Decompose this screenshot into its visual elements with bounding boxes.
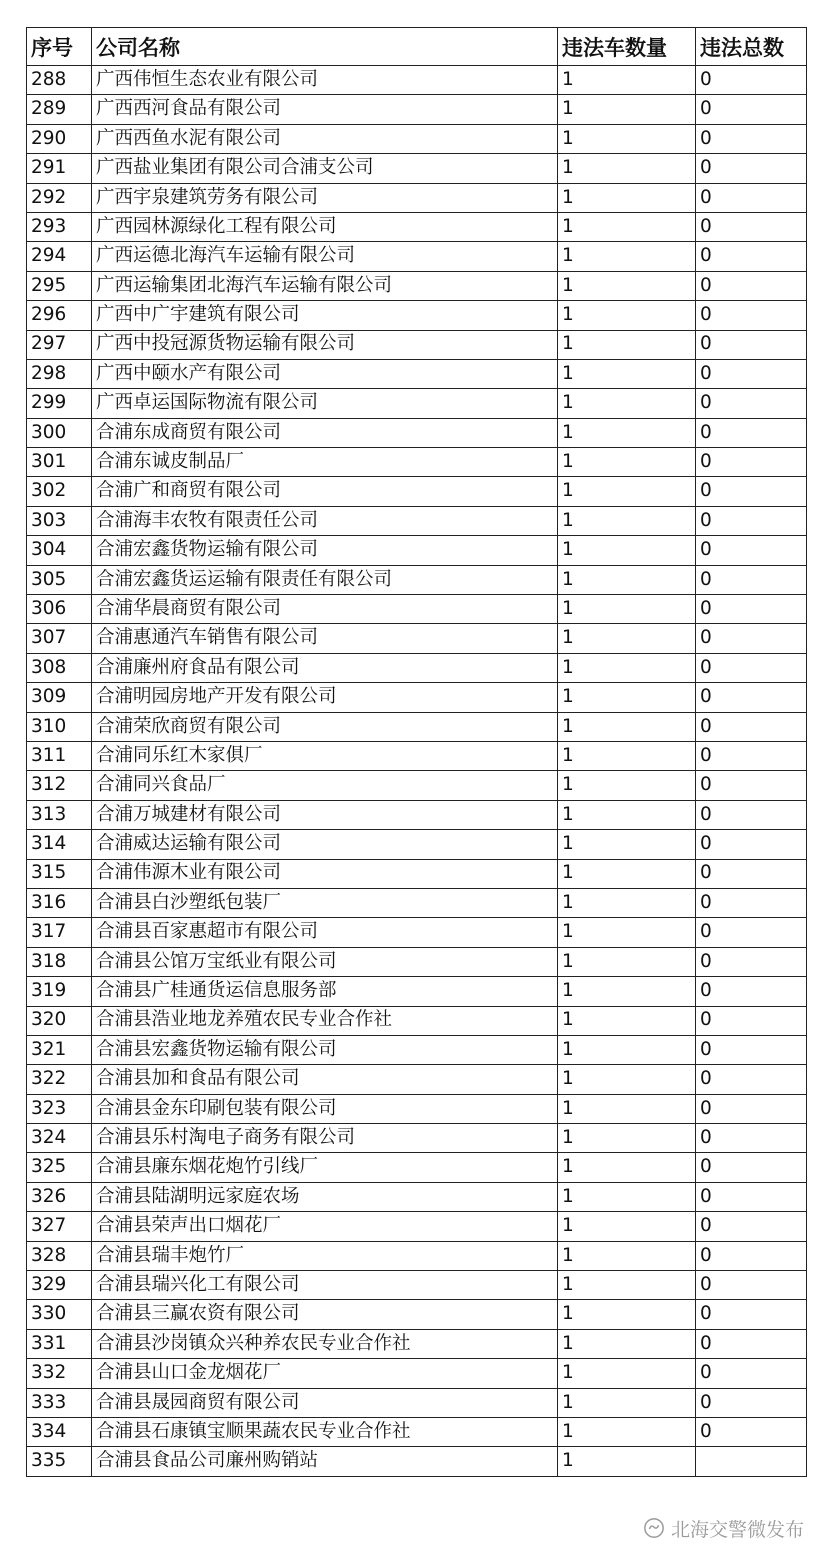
table-row bbox=[27, 565, 807, 594]
violating-vehicles: 1 bbox=[558, 183, 696, 212]
company-name: 合浦县山口金龙烟花厂 bbox=[92, 1359, 558, 1388]
company-name: 合浦县瑞丰炮竹厂 bbox=[92, 1241, 558, 1270]
total-violations: 0 bbox=[696, 95, 807, 124]
violating-vehicles: 1 bbox=[558, 1271, 696, 1300]
total-violations: 0 bbox=[696, 477, 807, 506]
company-name: 广西西鱼水泥有限公司 bbox=[92, 124, 558, 153]
total-violations: 0 bbox=[696, 271, 807, 300]
total-violations: 0 bbox=[696, 1241, 807, 1270]
total-violations: 0 bbox=[696, 536, 807, 565]
company-name: 合浦同兴食品厂 bbox=[92, 771, 558, 800]
company-name: 合浦县百家惠超市有限公司 bbox=[92, 918, 558, 947]
row-index: 304 bbox=[27, 536, 92, 565]
violating-vehicles: 1 bbox=[558, 271, 696, 300]
total-violations: 0 bbox=[696, 918, 807, 947]
violating-vehicles: 1 bbox=[558, 624, 696, 653]
total-violations: 0 bbox=[696, 624, 807, 653]
violating-vehicles: 1 bbox=[558, 95, 696, 124]
table-row bbox=[27, 653, 807, 682]
total-violations: 0 bbox=[696, 1271, 807, 1300]
row-index: 323 bbox=[27, 1094, 92, 1123]
total-violations: 0 bbox=[696, 448, 807, 477]
total-violations: 0 bbox=[696, 1388, 807, 1417]
table-row bbox=[27, 1329, 807, 1358]
watermark-text: 北海交警微发布 bbox=[670, 1518, 804, 1541]
company-name: 合浦同乐红木家俱厂 bbox=[92, 741, 558, 770]
row-index: 315 bbox=[27, 859, 92, 888]
violating-vehicles: 1 bbox=[558, 1094, 696, 1123]
total-violations: 0 bbox=[696, 1094, 807, 1123]
total-violations: 0 bbox=[696, 595, 807, 624]
table-row bbox=[27, 595, 807, 624]
violating-vehicles: 1 bbox=[558, 859, 696, 888]
violating-vehicles: 1 bbox=[558, 595, 696, 624]
company-name: 广西伟恒生态农业有限公司 bbox=[92, 66, 558, 95]
row-index: 332 bbox=[27, 1359, 92, 1388]
row-index: 322 bbox=[27, 1065, 92, 1094]
table-row bbox=[27, 1094, 807, 1123]
company-name: 广西中颐水产有限公司 bbox=[92, 359, 558, 388]
total-violations: 0 bbox=[696, 1329, 807, 1358]
row-index: 293 bbox=[27, 212, 92, 241]
violating-vehicles: 1 bbox=[558, 66, 696, 95]
table-row bbox=[27, 1447, 807, 1476]
total-violations: 0 bbox=[696, 1124, 807, 1153]
company-name: 合浦荣欣商贸有限公司 bbox=[92, 712, 558, 741]
table-row bbox=[27, 1388, 807, 1417]
table-row bbox=[27, 359, 807, 388]
company-name: 合浦宏鑫货物运输有限公司 bbox=[92, 536, 558, 565]
total-violations: 0 bbox=[696, 712, 807, 741]
company-name: 合浦县三赢农资有限公司 bbox=[92, 1300, 558, 1329]
row-index: 303 bbox=[27, 506, 92, 535]
total-violations: 0 bbox=[696, 830, 807, 859]
violating-vehicles: 1 bbox=[558, 565, 696, 594]
table-row bbox=[27, 1241, 807, 1270]
company-name: 广西西河食品有限公司 bbox=[92, 95, 558, 124]
row-index: 291 bbox=[27, 154, 92, 183]
table-row bbox=[27, 124, 807, 153]
violating-vehicles: 1 bbox=[558, 536, 696, 565]
table-row bbox=[27, 947, 807, 976]
company-name: 合浦伟源木业有限公司 bbox=[92, 859, 558, 888]
violating-vehicles: 1 bbox=[558, 653, 696, 682]
table-header-row bbox=[27, 28, 807, 66]
row-index: 296 bbox=[27, 301, 92, 330]
table-row bbox=[27, 212, 807, 241]
table-row bbox=[27, 977, 807, 1006]
table-row bbox=[27, 330, 807, 359]
table-row bbox=[27, 389, 807, 418]
company-name: 合浦东成商贸有限公司 bbox=[92, 418, 558, 447]
table-row bbox=[27, 418, 807, 447]
total-violations bbox=[696, 1447, 807, 1476]
row-index: 314 bbox=[27, 830, 92, 859]
total-violations: 0 bbox=[696, 1153, 807, 1182]
total-violations: 0 bbox=[696, 1035, 807, 1064]
row-index: 308 bbox=[27, 653, 92, 682]
company-name: 合浦县白沙塑纸包装厂 bbox=[92, 888, 558, 917]
company-name: 合浦万城建材有限公司 bbox=[92, 800, 558, 829]
row-index: 301 bbox=[27, 448, 92, 477]
company-name: 合浦县乐村淘电子商务有限公司 bbox=[92, 1124, 558, 1153]
company-name: 合浦明园房地产开发有限公司 bbox=[92, 683, 558, 712]
total-violations: 0 bbox=[696, 977, 807, 1006]
table-row bbox=[27, 301, 807, 330]
row-index: 298 bbox=[27, 359, 92, 388]
total-violations: 0 bbox=[696, 66, 807, 95]
company-name: 合浦县公馆万宝纸业有限公司 bbox=[92, 947, 558, 976]
table-row bbox=[27, 712, 807, 741]
violating-vehicles: 1 bbox=[558, 154, 696, 183]
table-row bbox=[27, 918, 807, 947]
violating-vehicles: 1 bbox=[558, 1388, 696, 1417]
violating-vehicles: 1 bbox=[558, 918, 696, 947]
violating-vehicles: 1 bbox=[558, 1124, 696, 1153]
company-name: 广西盐业集团有限公司合浦支公司 bbox=[92, 154, 558, 183]
violating-vehicles: 1 bbox=[558, 1359, 696, 1388]
company-name: 合浦县食品公司廉州购销站 bbox=[92, 1447, 558, 1476]
row-index: 328 bbox=[27, 1241, 92, 1270]
company-name: 合浦惠通汽车销售有限公司 bbox=[92, 624, 558, 653]
row-index: 335 bbox=[27, 1447, 92, 1476]
row-index: 309 bbox=[27, 683, 92, 712]
company-name: 广西运输集团北海汽车运输有限公司 bbox=[92, 271, 558, 300]
violating-vehicles: 1 bbox=[558, 683, 696, 712]
violating-vehicles: 1 bbox=[558, 1417, 696, 1446]
company-name: 合浦县荣声出口烟花厂 bbox=[92, 1212, 558, 1241]
violating-vehicles: 1 bbox=[558, 448, 696, 477]
total-violations: 0 bbox=[696, 183, 807, 212]
company-name: 合浦县石康镇宝顺果蔬农民专业合作社 bbox=[92, 1417, 558, 1446]
violating-vehicles: 1 bbox=[558, 477, 696, 506]
table-body bbox=[27, 66, 807, 1477]
violating-vehicles: 1 bbox=[558, 712, 696, 741]
table-row bbox=[27, 1124, 807, 1153]
table-row bbox=[27, 242, 807, 271]
violating-vehicles: 1 bbox=[558, 418, 696, 447]
table-row bbox=[27, 1006, 807, 1035]
table-row bbox=[27, 1182, 807, 1211]
row-index: 324 bbox=[27, 1124, 92, 1153]
violating-vehicles: 1 bbox=[558, 1447, 696, 1476]
total-violations: 0 bbox=[696, 359, 807, 388]
company-name: 合浦县沙岗镇众兴种养农民专业合作社 bbox=[92, 1329, 558, 1358]
row-index: 329 bbox=[27, 1271, 92, 1300]
table-row bbox=[27, 506, 807, 535]
table-row bbox=[27, 477, 807, 506]
company-name: 合浦县宏鑫货物运输有限公司 bbox=[92, 1035, 558, 1064]
table-row bbox=[27, 830, 807, 859]
company-name: 广西中投冠源货物运输有限公司 bbox=[92, 330, 558, 359]
company-name: 合浦县晟园商贸有限公司 bbox=[92, 1388, 558, 1417]
total-violations: 0 bbox=[696, 212, 807, 241]
company-name: 广西园林源绿化工程有限公司 bbox=[92, 212, 558, 241]
violating-vehicles: 1 bbox=[558, 1182, 696, 1211]
row-index: 331 bbox=[27, 1329, 92, 1358]
company-name: 合浦县金东印刷包装有限公司 bbox=[92, 1094, 558, 1123]
total-violations: 0 bbox=[696, 389, 807, 418]
header-index: 序号 bbox=[27, 28, 92, 66]
total-violations: 0 bbox=[696, 1212, 807, 1241]
company-name: 广西卓运国际物流有限公司 bbox=[92, 389, 558, 418]
table-row bbox=[27, 448, 807, 477]
table-row bbox=[27, 771, 807, 800]
row-index: 316 bbox=[27, 888, 92, 917]
header-violating-vehicles: 违法车数量 bbox=[558, 28, 696, 66]
row-index: 321 bbox=[27, 1035, 92, 1064]
row-index: 327 bbox=[27, 1212, 92, 1241]
company-name: 合浦县瑞兴化工有限公司 bbox=[92, 1271, 558, 1300]
table-row bbox=[27, 271, 807, 300]
company-name: 广西中广宇建筑有限公司 bbox=[92, 301, 558, 330]
violating-vehicles: 1 bbox=[558, 330, 696, 359]
violating-vehicles: 1 bbox=[558, 977, 696, 1006]
total-violations: 0 bbox=[696, 771, 807, 800]
row-index: 295 bbox=[27, 271, 92, 300]
table-row bbox=[27, 154, 807, 183]
row-index: 307 bbox=[27, 624, 92, 653]
total-violations: 0 bbox=[696, 1417, 807, 1446]
company-name: 合浦东诚皮制品厂 bbox=[92, 448, 558, 477]
violating-vehicles: 1 bbox=[558, 242, 696, 271]
row-index: 289 bbox=[27, 95, 92, 124]
violating-vehicles: 1 bbox=[558, 1006, 696, 1035]
watermark bbox=[639, 1514, 804, 1542]
company-name: 广西运德北海汽车运输有限公司 bbox=[92, 242, 558, 271]
total-violations: 0 bbox=[696, 506, 807, 535]
company-name: 合浦县广桂通货运信息服务部 bbox=[92, 977, 558, 1006]
company-name: 合浦县廉东烟花炮竹引线厂 bbox=[92, 1153, 558, 1182]
total-violations: 0 bbox=[696, 124, 807, 153]
total-violations: 0 bbox=[696, 1182, 807, 1211]
total-violations: 0 bbox=[696, 242, 807, 271]
total-violations: 0 bbox=[696, 1359, 807, 1388]
row-index: 319 bbox=[27, 977, 92, 1006]
violating-vehicles: 1 bbox=[558, 359, 696, 388]
row-index: 302 bbox=[27, 477, 92, 506]
total-violations: 0 bbox=[696, 888, 807, 917]
total-violations: 0 bbox=[696, 565, 807, 594]
total-violations: 0 bbox=[696, 947, 807, 976]
row-index: 320 bbox=[27, 1006, 92, 1035]
table-row bbox=[27, 741, 807, 770]
company-name: 合浦廉州府食品有限公司 bbox=[92, 653, 558, 682]
row-index: 333 bbox=[27, 1388, 92, 1417]
row-index: 334 bbox=[27, 1417, 92, 1446]
row-index: 311 bbox=[27, 741, 92, 770]
row-index: 313 bbox=[27, 800, 92, 829]
table-row bbox=[27, 95, 807, 124]
table-row bbox=[27, 800, 807, 829]
company-name: 广西宇泉建筑劳务有限公司 bbox=[92, 183, 558, 212]
table-row bbox=[27, 1417, 807, 1446]
company-name: 合浦宏鑫货运运输有限责任有限公司 bbox=[92, 565, 558, 594]
row-index: 305 bbox=[27, 565, 92, 594]
violating-vehicles: 1 bbox=[558, 389, 696, 418]
table-row bbox=[27, 66, 807, 95]
total-violations: 0 bbox=[696, 418, 807, 447]
row-index: 297 bbox=[27, 330, 92, 359]
total-violations: 0 bbox=[696, 683, 807, 712]
total-violations: 0 bbox=[696, 653, 807, 682]
table-row bbox=[27, 1035, 807, 1064]
row-index: 306 bbox=[27, 595, 92, 624]
table-row bbox=[27, 1271, 807, 1300]
row-index: 318 bbox=[27, 947, 92, 976]
table-row bbox=[27, 183, 807, 212]
table-row bbox=[27, 888, 807, 917]
table-row bbox=[27, 1300, 807, 1329]
violating-vehicles: 1 bbox=[558, 1300, 696, 1329]
row-index: 300 bbox=[27, 418, 92, 447]
company-name: 合浦广和商贸有限公司 bbox=[92, 477, 558, 506]
violating-vehicles: 1 bbox=[558, 741, 696, 770]
total-violations: 0 bbox=[696, 301, 807, 330]
table-row bbox=[27, 1153, 807, 1182]
total-violations: 0 bbox=[696, 1065, 807, 1094]
violating-vehicles: 1 bbox=[558, 1035, 696, 1064]
row-index: 326 bbox=[27, 1182, 92, 1211]
total-violations: 0 bbox=[696, 1300, 807, 1329]
violating-vehicles: 1 bbox=[558, 947, 696, 976]
violating-vehicles: 1 bbox=[558, 1153, 696, 1182]
violation-table bbox=[26, 27, 807, 1477]
violating-vehicles: 1 bbox=[558, 771, 696, 800]
violating-vehicles: 1 bbox=[558, 1212, 696, 1241]
header-company-name: 公司名称 bbox=[92, 28, 558, 66]
table-row bbox=[27, 624, 807, 653]
total-violations: 0 bbox=[696, 330, 807, 359]
table-row bbox=[27, 1065, 807, 1094]
total-violations: 0 bbox=[696, 800, 807, 829]
violating-vehicles: 1 bbox=[558, 506, 696, 535]
table-row bbox=[27, 1212, 807, 1241]
company-name: 合浦华晨商贸有限公司 bbox=[92, 595, 558, 624]
row-index: 292 bbox=[27, 183, 92, 212]
row-index: 325 bbox=[27, 1153, 92, 1182]
table-row bbox=[27, 1359, 807, 1388]
company-name: 合浦威达运输有限公司 bbox=[92, 830, 558, 859]
table-row bbox=[27, 683, 807, 712]
violating-vehicles: 1 bbox=[558, 212, 696, 241]
company-name: 合浦县加和食品有限公司 bbox=[92, 1065, 558, 1094]
row-index: 299 bbox=[27, 389, 92, 418]
violating-vehicles: 1 bbox=[558, 124, 696, 153]
table-row bbox=[27, 536, 807, 565]
violating-vehicles: 1 bbox=[558, 800, 696, 829]
row-index: 310 bbox=[27, 712, 92, 741]
violating-vehicles: 1 bbox=[558, 1241, 696, 1270]
row-index: 330 bbox=[27, 1300, 92, 1329]
header-total-violations: 违法总数 bbox=[696, 28, 807, 66]
total-violations: 0 bbox=[696, 154, 807, 183]
row-index: 294 bbox=[27, 242, 92, 271]
table-row bbox=[27, 859, 807, 888]
total-violations: 0 bbox=[696, 859, 807, 888]
violating-vehicles: 1 bbox=[558, 888, 696, 917]
wechat-official-account-icon bbox=[643, 1517, 665, 1539]
total-violations: 0 bbox=[696, 1006, 807, 1035]
company-name: 合浦县浩业地龙养殖农民专业合作社 bbox=[92, 1006, 558, 1035]
company-name: 合浦县陆湖明远家庭农场 bbox=[92, 1182, 558, 1211]
violating-vehicles: 1 bbox=[558, 301, 696, 330]
row-index: 317 bbox=[27, 918, 92, 947]
row-index: 290 bbox=[27, 124, 92, 153]
row-index: 312 bbox=[27, 771, 92, 800]
row-index: 288 bbox=[27, 66, 92, 95]
total-violations: 0 bbox=[696, 741, 807, 770]
violating-vehicles: 1 bbox=[558, 1065, 696, 1094]
company-name: 合浦海丰农牧有限责任公司 bbox=[92, 506, 558, 535]
violating-vehicles: 1 bbox=[558, 1329, 696, 1358]
violating-vehicles: 1 bbox=[558, 830, 696, 859]
